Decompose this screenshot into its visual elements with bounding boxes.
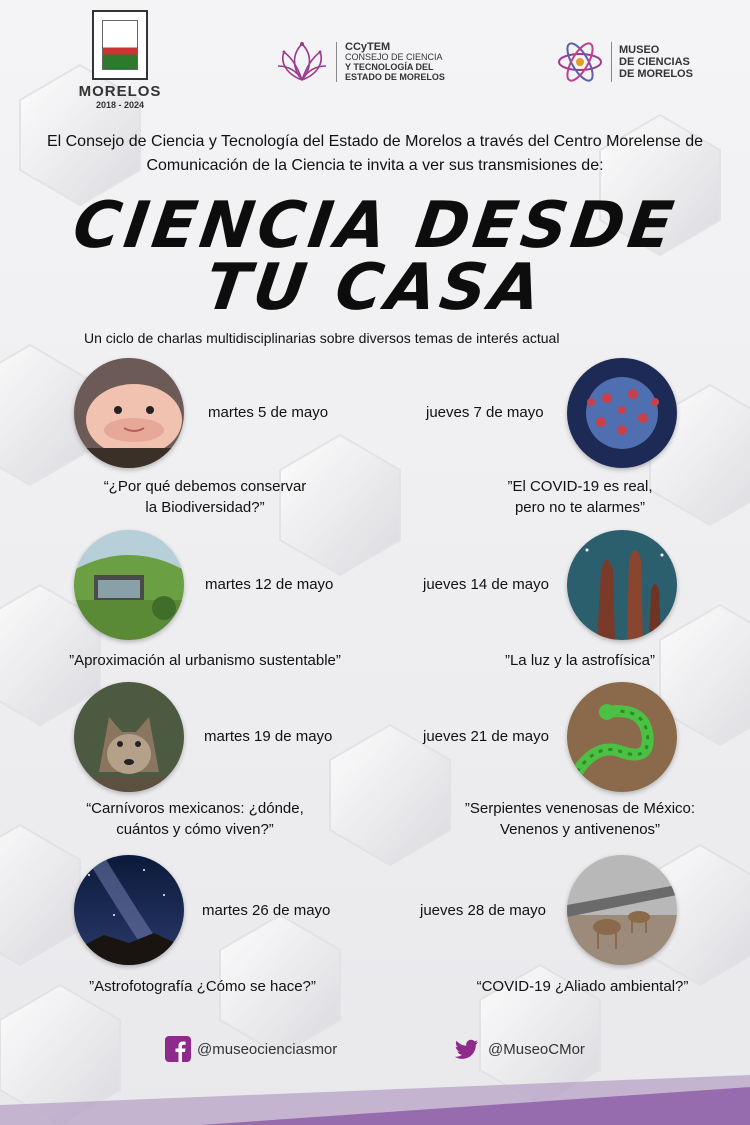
wolf-image [74, 682, 184, 792]
facebook-icon [165, 1036, 191, 1062]
talk-title-line1: ”Serpientes venenosas de México: [464, 800, 696, 817]
museo-logo [556, 40, 693, 84]
morelos-name: MORELOS [78, 83, 162, 100]
talk-title-line2: cuántos y cómo viven?” [116, 821, 274, 838]
morelos-years: 2018 - 2024 [95, 100, 145, 110]
talk-title [470, 476, 690, 518]
ccytem-acronym: CCyTEM [345, 41, 391, 53]
talk-title-line1: ”El COVID-19 es real, [507, 478, 653, 495]
talk-date: martes 5 de mayo [208, 404, 329, 421]
talk-title-line2: pero no te alarmes” [514, 499, 646, 516]
talk-title-line1: ”La luz y la astrofísica” [504, 652, 656, 669]
axolotl-image [74, 358, 184, 468]
main-title-line2: TU CASA [200, 251, 550, 325]
facebook-handle: @museocienciasmor [197, 1040, 338, 1058]
talk-title [445, 798, 715, 840]
talk-date: martes 26 de mayo [202, 902, 331, 919]
talk-title [60, 976, 345, 997]
talk-title [60, 798, 330, 840]
lotus-icon [276, 40, 328, 84]
talk-title-line1: “¿Por qué debemos conservar [103, 478, 307, 495]
talk-title-line1: “Carnívoros mexicanos: ¿dónde, [86, 800, 304, 817]
twitter-handle: @MuseoCMor [488, 1040, 585, 1058]
green-snake-image [567, 682, 677, 792]
night-sky-image [74, 855, 184, 965]
talk-title [455, 976, 710, 997]
atom-icon [556, 40, 604, 84]
ccytem-line2: Y TECNOLOGÍA DEL [345, 62, 434, 72]
intro-line2: Comunicación de la Ciencia te invita a ver sus transmisiones de: [146, 157, 604, 174]
intro-text [20, 130, 730, 178]
talk-title [70, 476, 340, 518]
twitter-bird-icon [452, 1036, 482, 1062]
museo-line3: DE MORELOS [619, 68, 693, 80]
talk-title [480, 650, 680, 671]
main-title-line1: CIENCIA DESDE [68, 189, 682, 263]
talk-date: jueves 28 de mayo [420, 902, 546, 919]
talk-title [40, 650, 370, 671]
talk-date: martes 19 de mayo [204, 728, 333, 745]
talk-date: jueves 14 de mayo [423, 576, 549, 593]
morelos-logo [72, 10, 168, 110]
green-building-image [74, 530, 184, 640]
twitter-link[interactable] [452, 1036, 585, 1062]
subtitle: Un ciclo de charlas multidisciplinarias sobre diversos temas de interés actual [84, 330, 560, 346]
talk-date: martes 12 de mayo [205, 576, 334, 593]
ccytem-logo [276, 40, 445, 84]
talk-date: jueves 7 de mayo [426, 404, 544, 421]
talk-date: jueves 21 de mayo [423, 728, 549, 745]
virus-image [567, 358, 677, 468]
facebook-link[interactable] [165, 1036, 337, 1062]
museo-line1: MUSEO [619, 44, 660, 56]
talk-title-line1: ”Astrofotografía ¿Cómo se hace?” [89, 978, 316, 995]
ccytem-line3: ESTADO DE MORELOS [345, 72, 445, 82]
talk-title-line2: Venenos y antivenenos” [499, 821, 661, 838]
ccytem-line1: CONSEJO DE CIENCIA [345, 52, 443, 62]
talk-title-line1: “COVID-19 ¿Aliado ambiental?” [476, 978, 689, 995]
nebula-image [567, 530, 677, 640]
talk-title-line2: la Biodiversidad?” [145, 499, 265, 516]
deer-street-image [567, 855, 677, 965]
talk-title-line1: ”Aproximación al urbanismo sustentable” [69, 652, 341, 669]
museo-line2: DE CIENCIAS [619, 56, 690, 68]
intro-line1: El Consejo de Ciencia y Tecnología del Estado de Morelos a través del Centro Morelense de [46, 133, 704, 150]
morelos-seal-icon [92, 10, 148, 80]
